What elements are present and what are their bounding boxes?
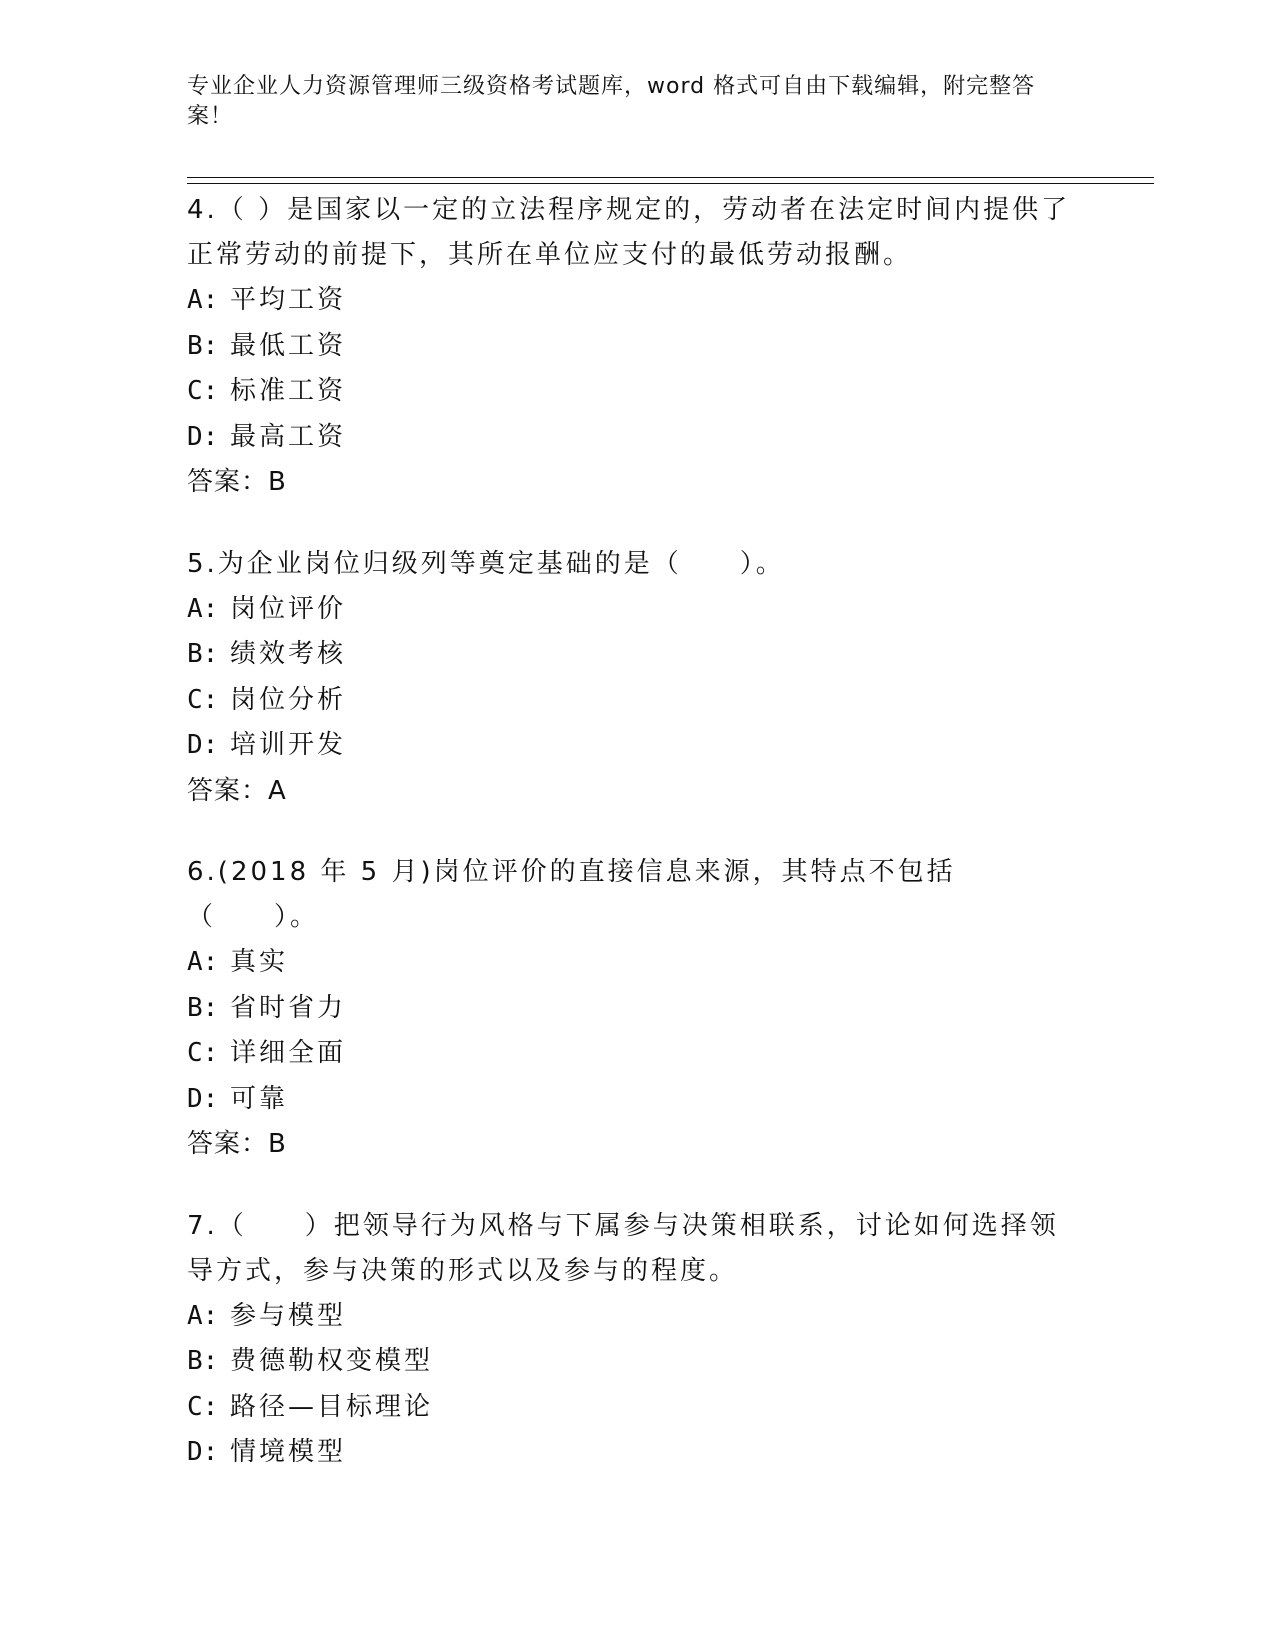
answer-line: 答案：B	[187, 467, 287, 497]
option-key: B:	[187, 330, 219, 361]
option-text: 最低工资	[230, 330, 347, 361]
option-d	[187, 1077, 1087, 1123]
header-divider-bottom	[187, 183, 1154, 184]
option-text: 岗位评价	[230, 593, 347, 624]
option-key: A:	[187, 1300, 219, 1331]
option-b	[187, 324, 1087, 370]
option-a	[187, 587, 1087, 633]
option-d	[187, 415, 1087, 461]
option-text: 培训开发	[230, 730, 347, 760]
option-key: B:	[187, 992, 219, 1023]
answer-line: 答案：B	[187, 1129, 287, 1159]
question-stem: 5.为企业岗位归级列等奠定基础的是（ ）。	[187, 548, 785, 579]
question-5	[187, 542, 1087, 815]
document-header: 专业企业人力资源管理师三级资格考试题库，word 格式可自由下载编辑，附完整答案！	[187, 74, 1036, 129]
option-key: B:	[187, 639, 219, 669]
option-key: D:	[187, 421, 219, 452]
question-7	[187, 1204, 1087, 1476]
option-c	[187, 1031, 1087, 1077]
option-a	[187, 278, 1087, 324]
option-key: D:	[187, 1437, 219, 1467]
question-list	[187, 188, 1087, 1512]
option-key: C:	[187, 684, 219, 715]
option-text: 省时省力	[230, 992, 347, 1023]
question-stem: 7.（ ）把领导行为风格与下属参与决策相联系，讨论如何选择领导方式，参与决策的形式以及参与的程度。	[187, 1210, 1059, 1286]
option-key: A:	[187, 947, 219, 977]
question-stem: 4.（ ）是国家以一定的立法程序规定的，劳动者在法定时间内提供了正常劳动的前提下，其所在单位应支付的最低劳动报酬。	[187, 195, 1071, 270]
option-text: 可靠	[230, 1083, 289, 1114]
option-key: C:	[187, 1391, 219, 1422]
option-a	[187, 1294, 1087, 1340]
question-6	[187, 850, 1087, 1168]
option-text: 绩效考核	[230, 639, 347, 669]
header-divider-top	[187, 177, 1154, 178]
option-d	[187, 1430, 1087, 1476]
option-d	[187, 723, 1087, 769]
option-key: C:	[187, 376, 219, 406]
option-text: 情境模型	[230, 1437, 347, 1467]
question-4	[187, 188, 1087, 506]
option-text: 参与模型	[230, 1300, 347, 1331]
option-key: D:	[187, 1083, 219, 1114]
option-c	[187, 678, 1087, 724]
option-key: B:	[187, 1346, 219, 1376]
option-key: A:	[187, 285, 219, 315]
option-text: 真实	[230, 947, 289, 977]
option-key: A:	[187, 593, 219, 624]
option-text: 路径—目标理论	[230, 1391, 434, 1422]
option-b	[187, 632, 1087, 678]
option-b	[187, 986, 1087, 1032]
option-b	[187, 1339, 1087, 1385]
option-c	[187, 369, 1087, 415]
answer-line: 答案：A	[187, 775, 287, 806]
option-text: 详细全面	[230, 1038, 347, 1068]
option-text: 平均工资	[230, 285, 347, 315]
option-text: 岗位分析	[230, 684, 347, 715]
option-key: D:	[187, 730, 219, 760]
option-key: C:	[187, 1038, 219, 1068]
option-a	[187, 940, 1087, 986]
option-text: 费德勒权变模型	[230, 1346, 434, 1376]
option-text: 最高工资	[230, 421, 347, 452]
option-text: 标准工资	[230, 376, 347, 406]
question-stem: 6.(2018 年 5 月)岗位评价的直接信息来源，其特点不包括（ ）。	[187, 857, 956, 932]
option-c	[187, 1385, 1087, 1431]
